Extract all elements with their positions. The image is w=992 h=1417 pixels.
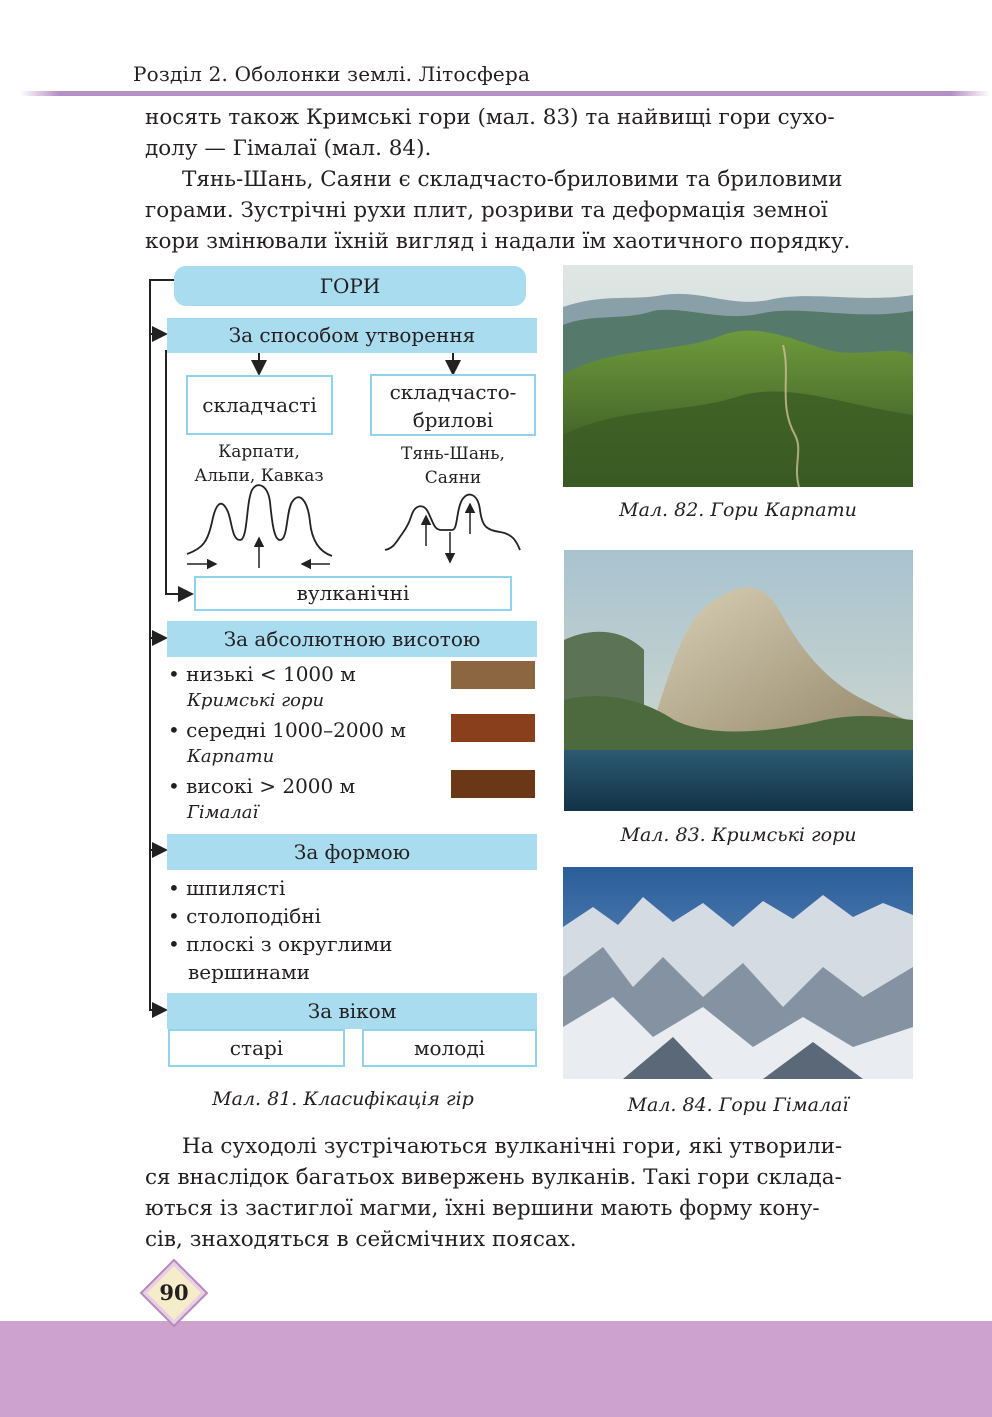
example-line: Альпи, Кавказ — [194, 466, 324, 486]
intro-line: носять також Кримські гори (мал. 83) та найвищі гори сухо- — [145, 105, 835, 130]
shape-item — [168, 874, 285, 902]
page-number: 90 — [159, 1280, 189, 1305]
intro-line: долу — Гімалаї (мал. 84). — [145, 136, 432, 161]
shape-label: плоскі з округлими — [186, 932, 393, 956]
shape-label: шпилясті — [186, 876, 286, 900]
example-line: Тянь-Шань, — [401, 444, 505, 464]
height-label: низькі < 1000 м — [186, 662, 356, 686]
foldblock-line: складчасто- — [389, 380, 517, 404]
page-number-badge — [139, 1258, 209, 1328]
age-young-box: молоді — [362, 1029, 537, 1067]
folded-box: складчасті — [186, 375, 333, 435]
volcanic-box: вулканічні — [194, 576, 512, 611]
intro-line: Тянь-Шань, Саяни є складчасто-бриловими та бриловими — [182, 167, 843, 192]
foldblock-box — [370, 374, 536, 436]
outro-line: ються із застиглої магми, їхні вершини мають форму кону- — [145, 1196, 820, 1221]
bullet: • — [168, 876, 180, 900]
folded-sketch — [182, 482, 342, 572]
age-heading: За віком — [167, 993, 537, 1029]
bullet: • — [168, 774, 180, 798]
shape-item — [168, 930, 392, 958]
bullet: • — [168, 718, 180, 742]
photo-caption: Мал. 82. Гори Карпати — [619, 499, 857, 521]
photo-caption: Мал. 84. Гори Гімалаї — [627, 1094, 849, 1116]
diagram-caption: Мал. 81. Класифікація гір — [212, 1088, 474, 1110]
outro-text — [145, 1131, 913, 1255]
shape-item — [168, 902, 321, 930]
height-label: високі > 2000 м — [186, 774, 356, 798]
folded-examples — [178, 440, 340, 488]
intro-line: кори змінювали їхній вигляд і надали їм хаотичного порядку. — [145, 229, 851, 254]
outro-line: ся внаслідок багатьох вивержень вулканів. Такі гори склада- — [145, 1165, 842, 1190]
intro-line: горами. Зустрічні рухи плит, розриви та деформація земної — [145, 198, 828, 223]
outro-line: На суходолі зустрічаються вулканічні гори, які утворили- — [182, 1134, 843, 1159]
example-line: Саяни — [424, 468, 482, 488]
diagram-title: ГОРИ — [174, 266, 526, 306]
height-item-high — [168, 772, 355, 800]
outro-line: сів, знаходяться в сейсмічних поясах. — [145, 1227, 577, 1252]
himalayas-photo — [563, 867, 913, 1079]
shape-item-cont: вершинами — [188, 960, 310, 984]
foldblock-line: брилові — [412, 408, 494, 432]
height-label: середні 1000–2000 м — [186, 718, 406, 742]
bullet: • — [168, 662, 180, 686]
height-item-low — [168, 660, 356, 688]
crimean-photo — [564, 550, 913, 811]
height-swatch-medium — [451, 714, 535, 742]
origin-heading: За способом утворення — [167, 318, 537, 353]
photo-caption: Мал. 83. Кримські гори — [620, 824, 857, 846]
shape-heading: За формою — [167, 834, 537, 870]
height-swatch-high — [451, 770, 535, 798]
example-line: Карпати, — [218, 442, 300, 462]
height-example: Кримські гори — [187, 690, 325, 711]
carpathians-photo — [563, 265, 913, 487]
foldblock-examples — [370, 442, 536, 490]
height-item-medium — [168, 716, 406, 744]
bullet: • — [168, 932, 180, 956]
age-old-box: старі — [168, 1029, 345, 1067]
intro-text — [145, 102, 913, 257]
height-example: Карпати — [187, 746, 275, 767]
height-example: Гімалаї — [187, 802, 259, 823]
shape-label: столоподібні — [186, 904, 322, 928]
foldblock-sketch — [382, 490, 532, 570]
height-swatch-low — [451, 661, 535, 689]
section-title: Розділ 2. Оболонки землі. Літосфера — [133, 62, 531, 86]
height-heading: За абсолютною висотою — [167, 621, 537, 657]
footer-band — [0, 1321, 992, 1417]
header-divider — [20, 91, 990, 96]
bullet: • — [168, 904, 180, 928]
